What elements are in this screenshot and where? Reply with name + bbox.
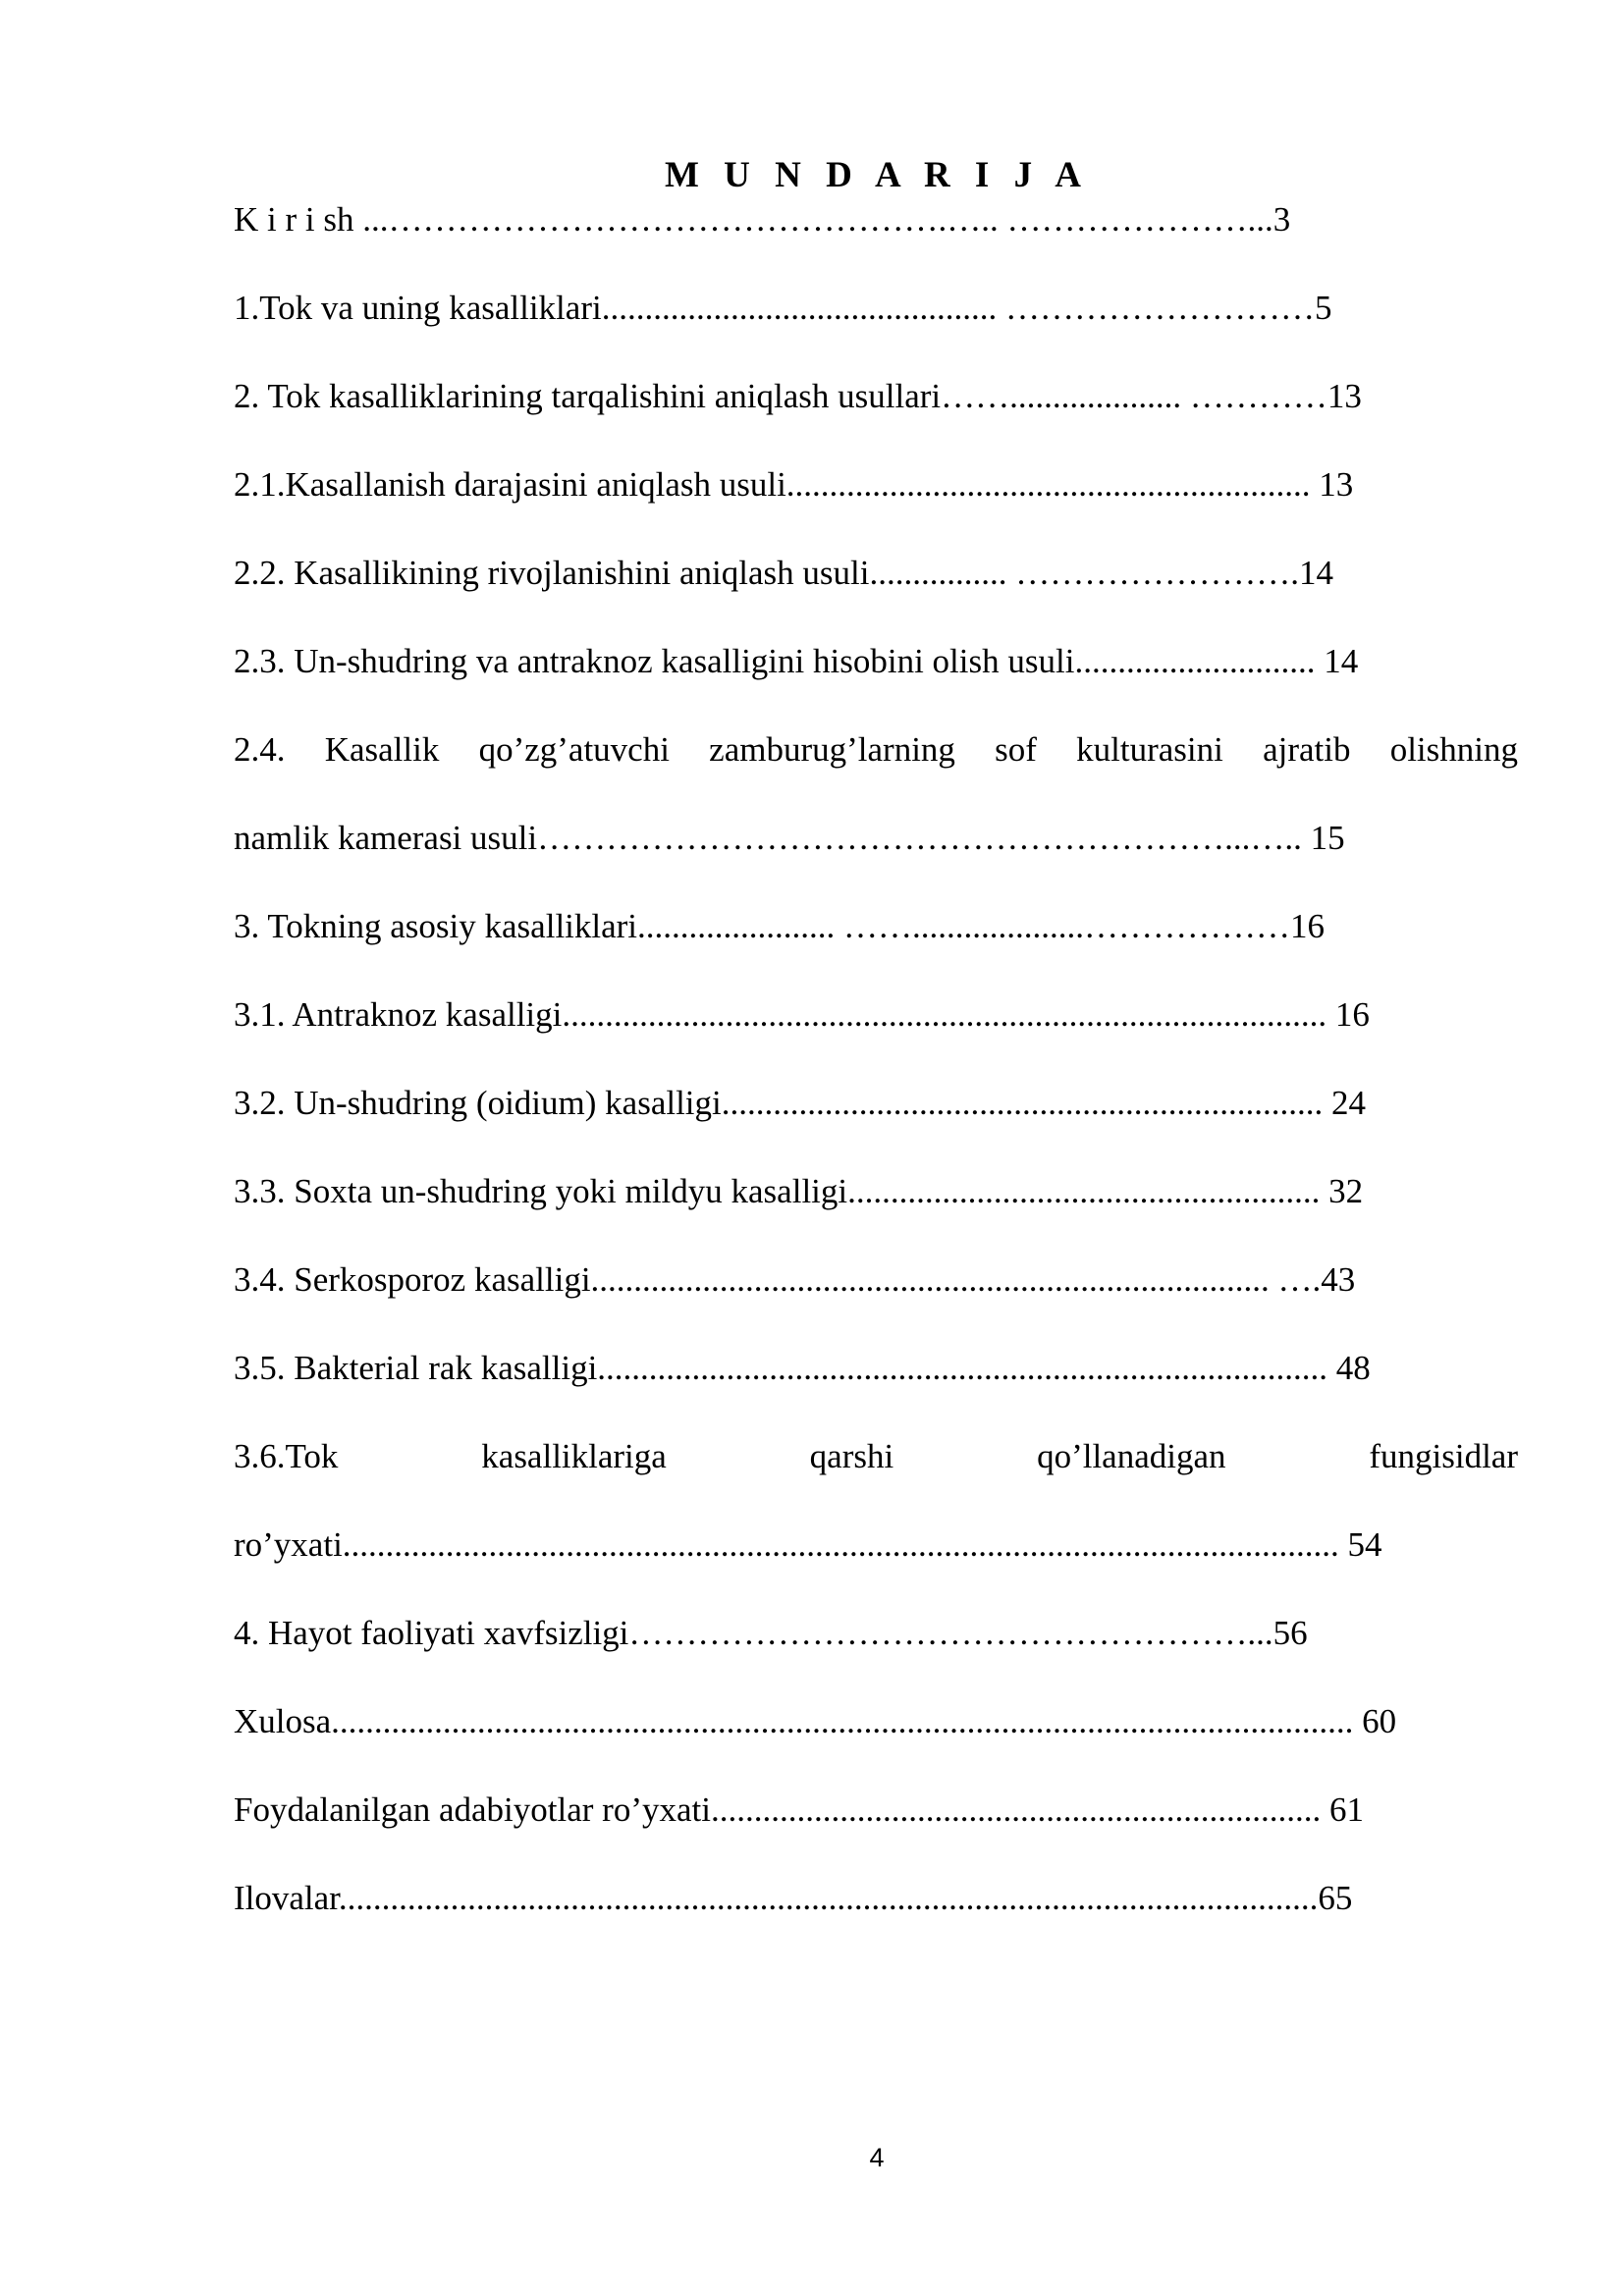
toc-entry-xulosa[interactable]: Xulosa....................................................................................................................... 60 (234, 1702, 1397, 1740)
toc-word: 3.6.Tok (234, 1437, 339, 1475)
toc-entry-ilovalar[interactable]: Ilovalar..................................................................................................................65 (234, 1879, 1353, 1917)
toc-word: Kasallik (324, 730, 440, 769)
toc-entry-1[interactable]: 1.Tok va uning kasalliklari.............................................. ………………………5 (234, 289, 1332, 327)
toc-word: fungisidlar (1369, 1437, 1518, 1475)
toc-entry-3-1[interactable]: 3.1. Antraknoz kasalligi......................................................................................... 16 (234, 995, 1370, 1034)
toc-entry-2-1[interactable]: 2.1.Kasallanish darajasini aniqlash usuli............................................................. 13 (234, 465, 1354, 504)
toc-word: zamburug’larning (709, 730, 955, 769)
toc-word: qo’zg’atuvchi (478, 730, 670, 769)
toc-word: sof (995, 730, 1037, 769)
toc-word: kasalliklariga (481, 1437, 667, 1475)
toc-entry-3[interactable]: 3. Tokning asosiy kasalliklari....................... ……....................………………16 (234, 907, 1326, 945)
toc-entry-2-4-second-line[interactable]: namlik kamerasi usuli……………………………………………………...….. 15 (234, 819, 1345, 857)
toc-entry-2-4-first-line[interactable] (234, 728, 1518, 772)
toc-word: olishning (1389, 730, 1518, 769)
toc-entry-3-3[interactable]: 3.3. Soxta un-shudring yoki mildyu kasalligi....................................................... 32 (234, 1172, 1364, 1210)
page-number: 4 (869, 2143, 885, 2172)
toc-word: qarshi (809, 1437, 894, 1475)
toc-entry-2-2[interactable]: 2.2. Kasallikining rivojlanishini aniqlash usuli................ …………………….14 (234, 554, 1333, 592)
toc-entry-kirish[interactable]: K i r i sh ...………………………………………….….. …………………...3 (234, 200, 1291, 239)
toc-word: qo’llanadigan (1037, 1437, 1226, 1475)
page-title: M U N D A R I J A (664, 155, 1090, 195)
toc-entry-adabiyotlar[interactable]: Foydalanilgan adabiyotlar ro’yxati....................................................................... 61 (234, 1790, 1364, 1829)
toc-entry-2[interactable]: 2. Tok kasalliklarining tarqalishini aniqlash usullari…….................... …………13 (234, 377, 1362, 415)
toc-word: 2.4. (234, 730, 286, 769)
toc-entry-3-4[interactable]: 3.4. Serkosporoz kasalligi............................................................................... ….43 (234, 1260, 1356, 1299)
toc-entry-4[interactable]: 4. Hayot faoliyati xavfsizligi………………………………………………...56 (234, 1614, 1308, 1652)
toc-word: kulturasini (1076, 730, 1223, 769)
toc-entry-3-6-first-line[interactable] (234, 1435, 1518, 1478)
toc-entry-3-6-second-line[interactable]: ro’yxati.................................................................................................................... 54 (234, 1525, 1382, 1564)
toc-entry-3-5[interactable]: 3.5. Bakterial rak kasalligi..................................................................................... 48 (234, 1349, 1371, 1387)
toc-entry-2-3[interactable]: 2.3. Un-shudring va antraknoz kasalligini hisobini olish usuli............................ 14 (234, 642, 1359, 680)
toc-entry-3-2[interactable]: 3.2. Un-shudring (oidium) kasalligi...................................................................... 24 (234, 1084, 1367, 1122)
toc-word: ajratib (1263, 730, 1351, 769)
